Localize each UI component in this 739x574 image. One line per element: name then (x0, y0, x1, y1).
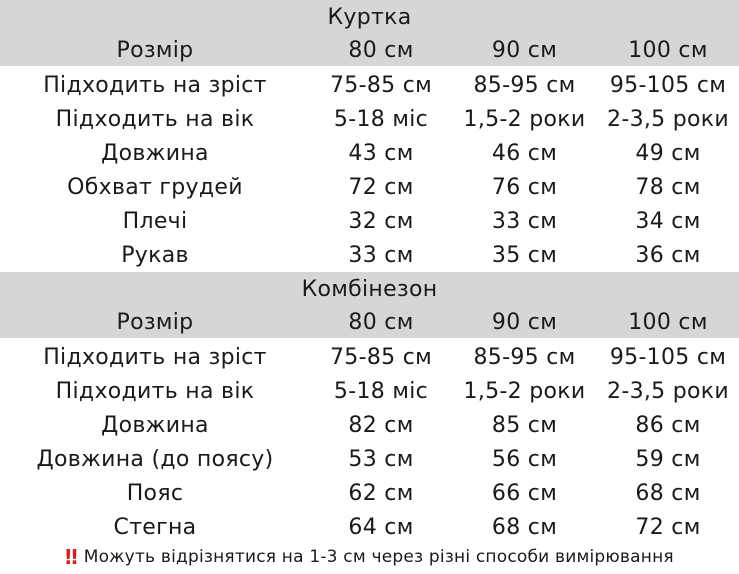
cell-value: 78 см (635, 174, 701, 200)
row-label: Пояс (126, 480, 184, 506)
cell-value: 75-85 см (329, 344, 432, 370)
cell-value: 34 см (635, 208, 701, 234)
row-label: Обхват грудей (67, 174, 243, 200)
size-header-90: 90 см (491, 309, 558, 335)
cell-value: 33 см (348, 242, 414, 268)
cell-value: 66 см (491, 480, 558, 506)
size-header-100: 100 см (628, 309, 708, 335)
cell-value: 68 см (491, 514, 558, 540)
cell-value: 86 см (635, 412, 701, 438)
cell-value: 32 см (348, 208, 414, 234)
table-row (0, 68, 739, 102)
size-header-80: 80 см (348, 309, 414, 335)
cell-value: 64 см (348, 514, 414, 540)
cell-value: 5-18 міс (333, 106, 429, 132)
section-header-overall (0, 272, 739, 338)
section-title-jacket: Куртка (327, 4, 412, 30)
note-text: Можуть відрізнятися на 1-3 см через різні способи вимірювання (83, 547, 674, 567)
size-header-100: 100 см (628, 37, 708, 63)
cell-value: 95-105 см (609, 72, 727, 98)
size-header-row (0, 306, 739, 338)
cell-value: 53 см (348, 446, 414, 472)
row-label: Підходить на зріст (43, 72, 267, 98)
row-label: Рукав (121, 242, 189, 268)
cell-value: 2-3,5 роки (607, 106, 729, 132)
cell-value: 49 см (635, 140, 701, 166)
cell-value: 82 см (348, 412, 414, 438)
size-header-label: Розмір (116, 37, 194, 63)
section-header-jacket (0, 0, 739, 66)
cell-value: 76 см (491, 174, 558, 200)
cell-value: 95-105 см (609, 344, 727, 370)
cell-value: 33 см (491, 208, 558, 234)
row-label: Стегна (113, 514, 197, 540)
cell-value: 1,5-2 роки (463, 106, 586, 132)
cell-value: 35 см (491, 242, 558, 268)
table-row (0, 204, 739, 238)
cell-value: 85-95 см (473, 72, 576, 98)
cell-value: 72 см (348, 174, 414, 200)
cell-value: 72 см (635, 514, 701, 540)
row-label: Довжина (до поясу) (36, 446, 274, 472)
cell-value: 2-3,5 роки (607, 378, 729, 404)
measurement-note (0, 543, 739, 571)
cell-value: 56 см (491, 446, 558, 472)
cell-value: 85 см (491, 412, 558, 438)
row-label: Плечі (122, 208, 188, 234)
table-row (0, 510, 739, 544)
row-label: Підходить на вік (55, 378, 255, 404)
table-row (0, 442, 739, 476)
table-row (0, 476, 739, 510)
cell-value: 46 см (491, 140, 558, 166)
cell-value: 85-95 см (473, 344, 576, 370)
table-row (0, 374, 739, 408)
table-row (0, 408, 739, 442)
table-row (0, 238, 739, 272)
row-label: Довжина (101, 140, 209, 166)
size-header-90: 90 см (491, 37, 558, 63)
row-label: Довжина (101, 412, 209, 438)
table-row (0, 102, 739, 136)
double-exclamation-icon: ‼ (65, 545, 76, 569)
cell-value: 68 см (635, 480, 701, 506)
cell-value: 59 см (635, 446, 701, 472)
size-header-row (0, 34, 739, 66)
cell-value: 43 см (348, 140, 414, 166)
table-row (0, 136, 739, 170)
section-title-overall: Комбінезон (301, 276, 438, 302)
cell-value: 62 см (348, 480, 414, 506)
row-label: Підходить на зріст (43, 344, 267, 370)
cell-value: 1,5-2 роки (463, 378, 586, 404)
table-row (0, 170, 739, 204)
cell-value: 75-85 см (329, 72, 432, 98)
cell-value: 36 см (635, 242, 701, 268)
size-header-80: 80 см (348, 37, 414, 63)
row-label: Підходить на вік (55, 106, 255, 132)
table-row (0, 340, 739, 374)
cell-value: 5-18 міс (333, 378, 429, 404)
size-header-label: Розмір (116, 309, 194, 335)
